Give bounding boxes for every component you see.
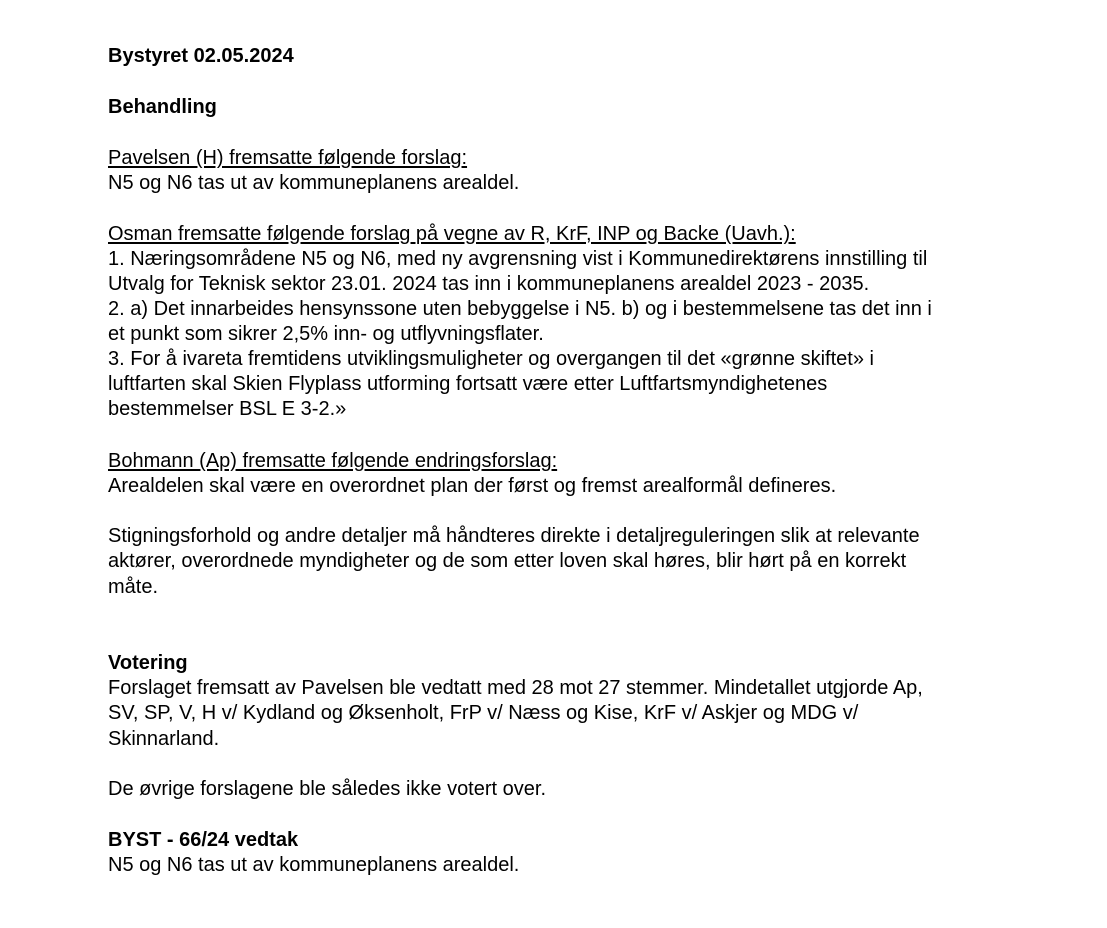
bohmann-proposal-text: Arealdelen skal være en overordnet plan der først og fremst arealformål defineres. <box>108 475 837 497</box>
vedtak-text: N5 og N6 tas ut av kommuneplanens arealdel. <box>108 854 520 876</box>
pavelsen-proposal-heading: Pavelsen (H) fremsatte følgende forslag: <box>108 147 468 169</box>
pavelsen-proposal-text: N5 og N6 tas ut av kommuneplanens arealdel. <box>108 172 520 194</box>
votering-line: SV, SP, V, H v/ Kydland og Øksenholt, FrP v/ Næss og Kise, KrF v/ Askjer og MDG v/ <box>108 702 859 724</box>
votering-note: De øvrige forslagene ble således ikke votert over. <box>108 778 546 800</box>
osman-proposal-line: 3. For å ivareta fremtidens utviklingsmuligheter og overgangen til det «grønne skiftet» i <box>108 348 874 370</box>
votering-heading: Votering <box>108 652 188 674</box>
osman-proposal-heading: Osman fremsatte følgende forslag på vegne av R, KrF, INP og Backe (Uavh.): <box>108 223 796 245</box>
votering-line: Skinnarland. <box>108 728 220 750</box>
osman-proposal-line: 2. a) Det innarbeides hensynssone uten bebyggelse i N5. b) og i bestemmelsene tas det inn i <box>108 298 932 320</box>
bohmann-proposal-line: Stigningsforhold og andre detaljer må håndteres direkte i detaljreguleringen slik at relevante <box>108 525 920 547</box>
behandling-heading: Behandling <box>108 96 217 118</box>
bohmann-proposal-heading: Bohmann (Ap) fremsatte følgende endringsforslag: <box>108 450 558 472</box>
bohmann-proposal-line: måte. <box>108 576 159 598</box>
vedtak-heading: BYST - 66/24 vedtak <box>108 829 299 851</box>
osman-proposal-line: Utvalg for Teknisk sektor 23.01. 2024 tas inn i kommuneplanens arealdel 2023 - 2035. <box>108 273 870 295</box>
osman-proposal-line: 1. Næringsområdene N5 og N6, med ny avgrensning vist i Kommunedirektørens innstilling til <box>108 248 928 270</box>
osman-proposal-line: luftfarten skal Skien Flyplass utforming fortsatt være etter Luftfartsmyndighetenes <box>108 373 828 395</box>
votering-line: Forslaget fremsatt av Pavelsen ble vedtatt med 28 mot 27 stemmer. Mindetallet utgjorde Ap, <box>108 677 923 699</box>
osman-proposal-line: et punkt som sikrer 2,5% inn- og utflyvningsflater. <box>108 323 544 345</box>
document-title: Bystyret 02.05.2024 <box>108 45 294 67</box>
bohmann-proposal-line: aktører, overordnede myndigheter og de som etter loven skal høres, blir hørt på en korrekt <box>108 550 907 572</box>
osman-proposal-line: bestemmelser BSL E 3-2.» <box>108 398 347 420</box>
